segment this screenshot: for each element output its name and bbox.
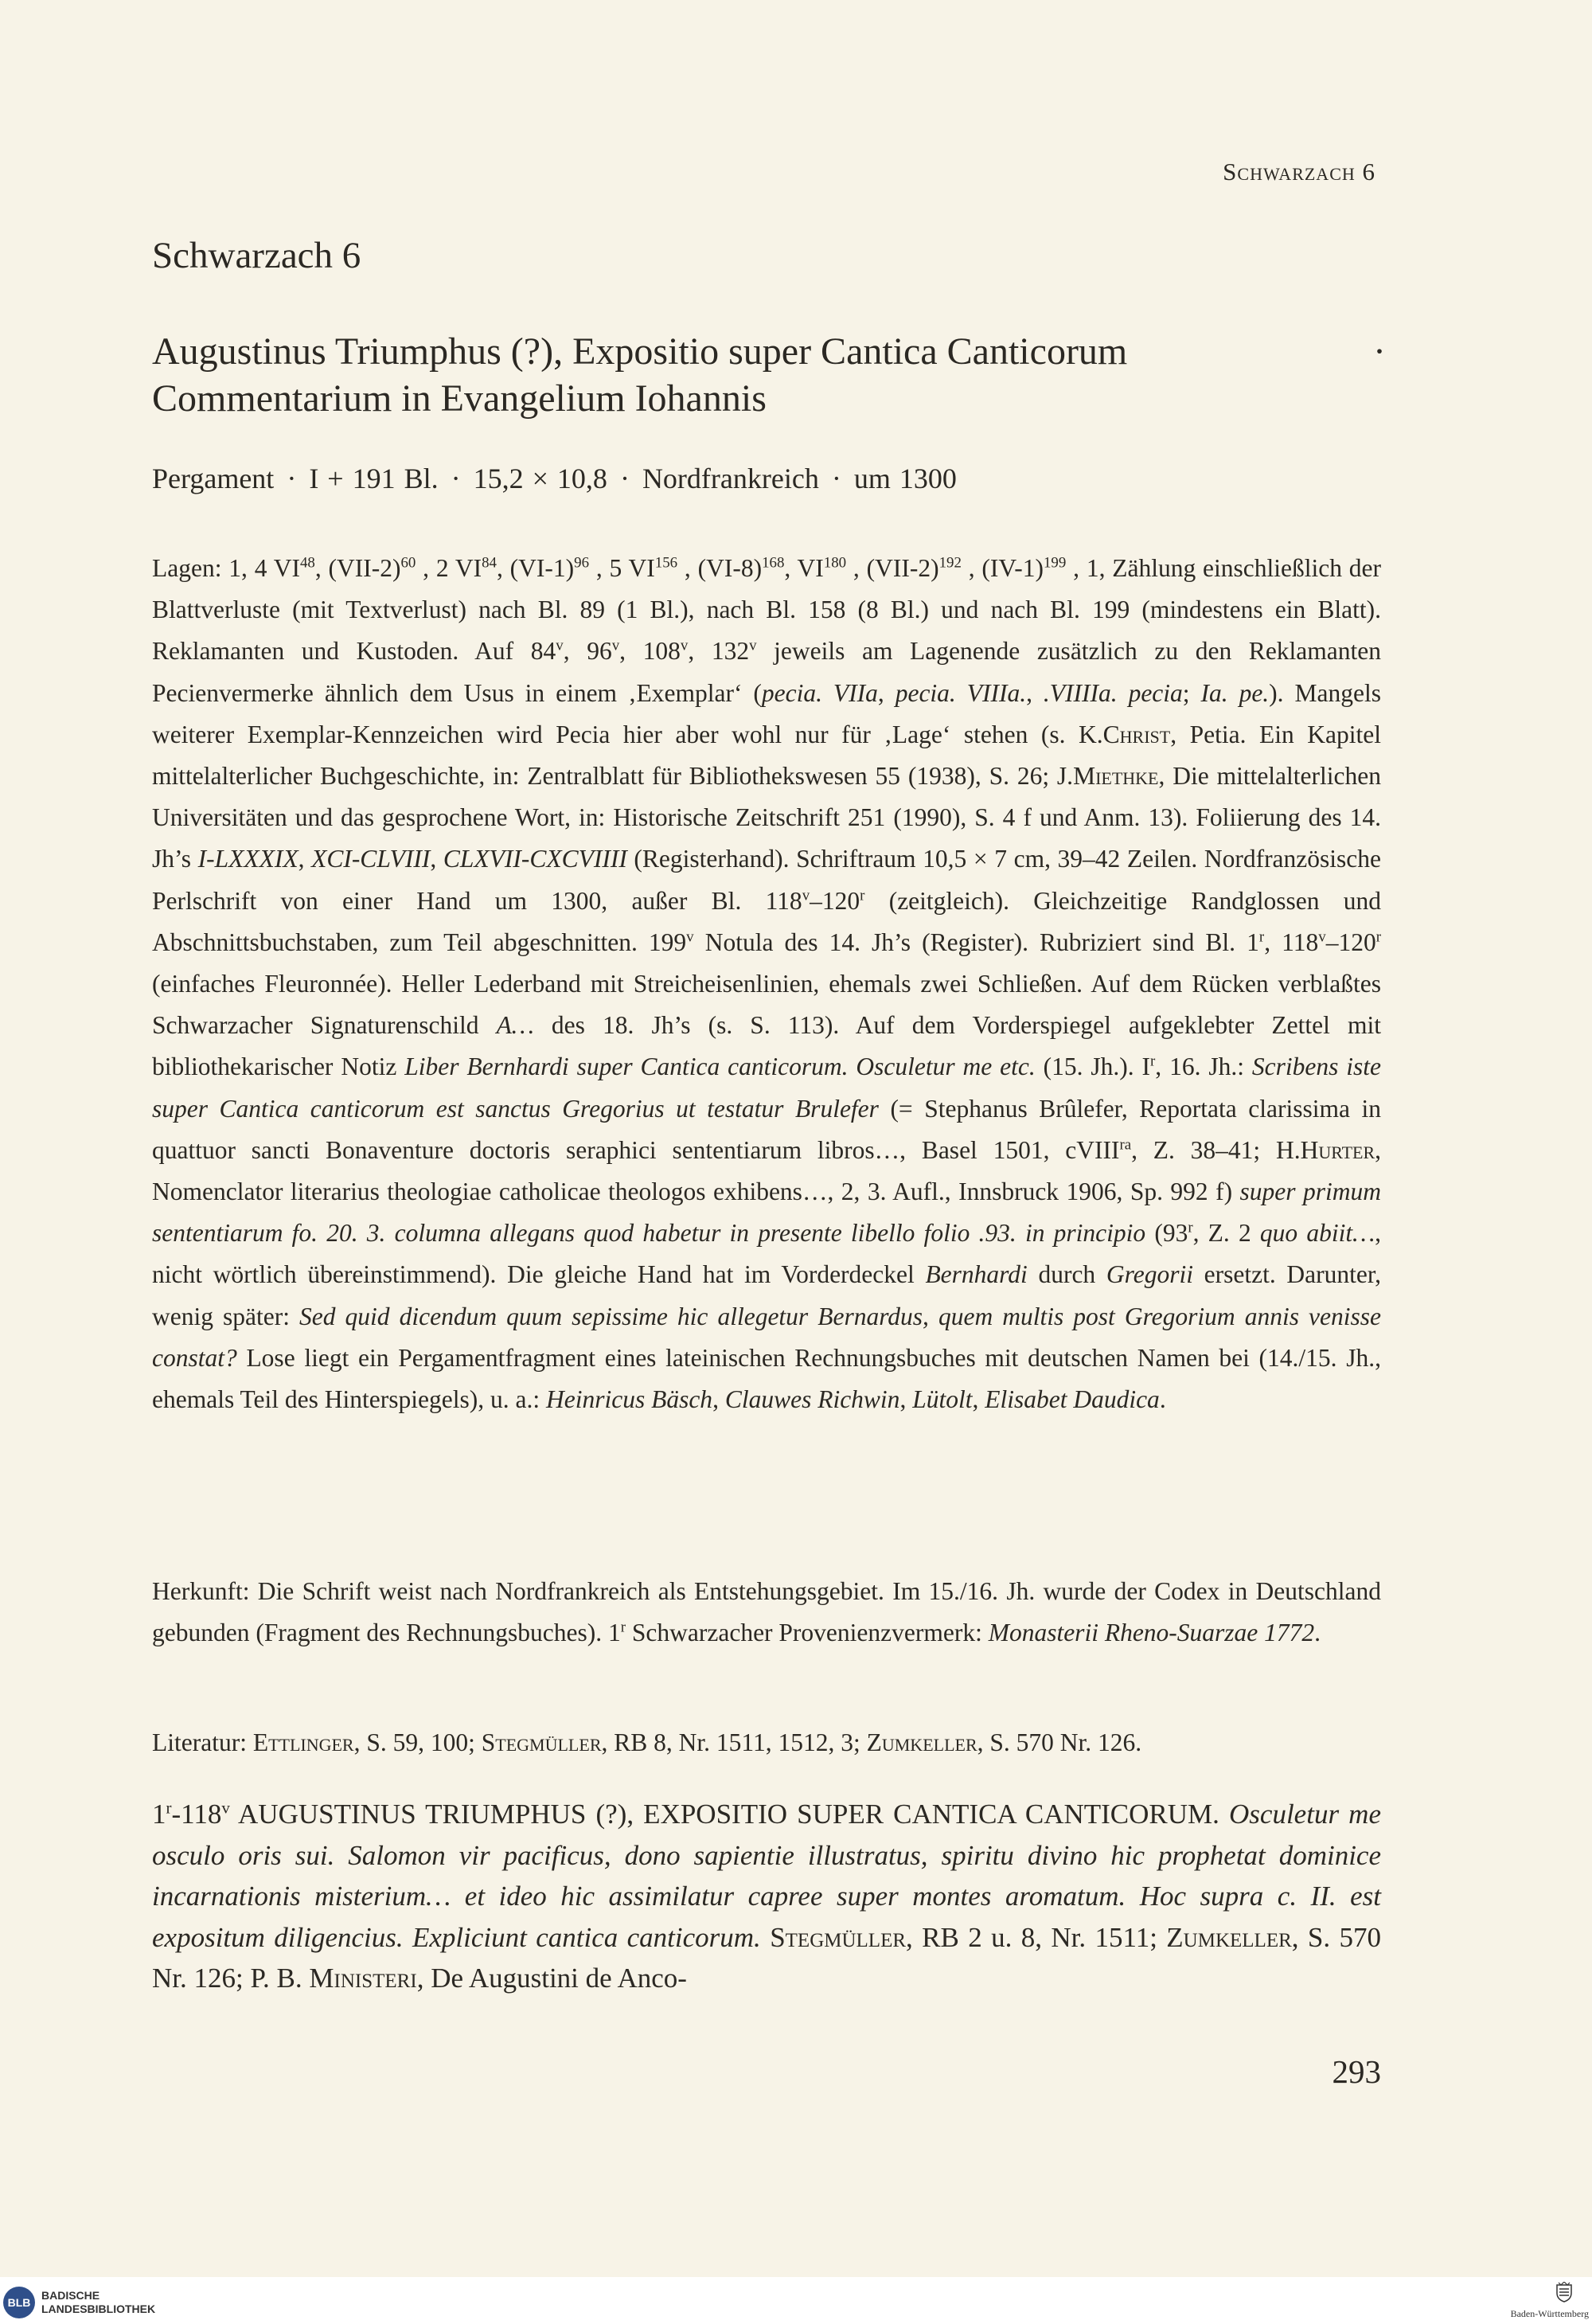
- meta-separator: ·: [451, 463, 461, 494]
- library-name-line2: LANDESBIBLIOTHEK: [41, 2303, 156, 2315]
- coat-of-arms-icon: [1555, 2282, 1573, 2303]
- codex-meta-line: [152, 462, 1394, 495]
- library-name-line1: BADISCHE: [41, 2289, 100, 2302]
- incipit: Osculetur me osculo oris sui. Salomon vir pacificus, dono sapientie illustratus, spiritu divino hic prophetat dominice incarnationis misterium… et ideo hic assimilatur capree super montes aromatum. Hoc supra c. II. est expositum diligencius. Expliciunt cantica canticorum.: [152, 1799, 1381, 1953]
- work-title-dot: ·: [1373, 330, 1386, 373]
- library-name: [41, 2289, 155, 2316]
- section-heading: AUGUSTINUS TRIUMPHUS (?), EXPOSITIO SUPER CANTICA CANTICORUM.: [229, 1799, 1230, 1830]
- work-title: [152, 328, 1386, 422]
- meta-origin: Nordfrankreich: [642, 463, 819, 494]
- meta-material: Pergament: [152, 463, 275, 494]
- meta-size: 15,2 × 10,8: [473, 463, 607, 494]
- page-number: 293: [1332, 2053, 1381, 2090]
- meta-leaves: I + 191 Bl.: [309, 463, 439, 494]
- blb-logo-icon[interactable]: BLB: [3, 2287, 35, 2318]
- running-head: Schwarzach 6: [1223, 158, 1375, 186]
- work-title-line1: Augustinus Triumphus (?), Expositio super Cantica Canticorum: [152, 330, 1128, 373]
- manuscript-title: Schwarzach 6: [152, 235, 361, 276]
- codicology-paragraph: Lagen: 1, 4 VI$^{48}$, $(VII-2)^{60}$ , 2 VI$^{84}$, $(VI-1)^{96}$ , 5 VI$^{156}$ , $(VI-8)^{168}$, VI$^{180}$ , $(VII-2)^{192}$ , $(IV-1)^{199}$ , 1, Zählung einschließlich der Blattverluste (mit Textverlust) nach Bl. 89 (1 Bl.), nach Bl. 158 (8 Bl.) und nach Bl. 199 (mindestens ein Blatt). Reklamanten und Kustoden. Auf 84$^v$, 96$^v$, 108$^v$, 132$^v$ jeweils am Lagenende zusätzlich zu den Reklamanten Pecienvermerke ähnlich dem Usus in einem ‚Exemplar‘ (pecia. VIIa, pecia. VIIIa., .VIIIIa. pecia; Ia. pe.). Mangels weiterer Exemplar-Kennzeichen wird Pecia hier aber wohl nur für ‚Lage‘ stehen (s. K.Christ, Petia. Ein Kapitel mittelalterlicher Buchgeschichte, in: Zentralblatt für Bibliothekswesen 55 (1938), S. 26; J.Miethke, Die mittelalterlichen Universitäten und das gesprochene Wort, in: Historische Zeitschrift 251 (1990), S. 4 f und Anm. 13). Foliierung des 14. Jh’s I-LXXXIX, XCI-CLVIII, CLXVII-CXCVIIII (Registerhand). Schriftraum 10,5 × 7 cm, 39–42 Zeilen. Nordfranzösische Perlschrift von einer Hand um 1300, außer Bl. 118$^v$–120$^r$ (zeitgleich). Gleichzeitige Randglossen und Abschnittsbuchstaben, zum Teil abgeschnitten. 199$^v$ Notula des 14. Jh’s (Register). Rubriziert sind Bl. 1$^r$, 118$^v$–120$^r$ (einfaches Fleuronnée). Heller Lederband mit Streicheisenlinien, ehemals zwei Schließen. Auf dem Rücken verblaßtes Schwarzacher Signaturenschild A… des 18. Jh’s (s. S. 113). Auf dem Vorderspiegel aufgeklebter Zettel mit bibliothekarischer Notiz Liber Bernhardi super Cantica canticorum. Osculetur me etc. (15. Jh.). $I^r$, 16. Jh.: Scribens iste super Cantica canticorum est sanctus Gregorius ut testatur Brulefer (= Stephanus Brûlefer, Reportata clarissima in quattuor sancti Bonaventure doctoris seraphici sententiarum libros…, Basel 1501, cVIII$^{ra}$, Z. 38–41; H.Hurter, Nomenclator literarius theologiae catholicae theologos exhibens…, 2, 3. Aufl., Innsbruck 1906, Sp. 992 f) super primum sententiarum fo. 20. 3. columna allegans quod habetur in presente libello folio .93. in principio (93$^r$, Z. 2 quo abiit…, nicht wörtlich übereinstimmend). Die gleiche Hand hat im Vorderdeckel Bernhardi durch Gregorii ersetzt. Darunter, wenig später: Sed quid dicendum quum sepissime hic allegetur Bernardus, quem multis post Gregorium annis venisse constat? Lose liegt ein Pergamentfragment eines lateinischen Rechnungsbuches mit deutschen Namen bei (14./15. Jh., ehemals Teil des Hinterspiegels), u. a.: Heinricus Bäsch, Clauwes Richwin, Lütolt, Elisabet Daudica.: [152, 554, 1382, 1414]
- footer-bar: [0, 2277, 1592, 2324]
- content-section-1: 1$^r$-118$^v$ AUGUSTINUS TRIUMPHUS (?), EXPOSITIO SUPER CANTICA CANTICORUM. Osculetur me osculo oris sui. Salomon vir pacificus, dono sapientie illustratus, spiritu divino hic prophetat dominice incarnationis misterium… et ideo hic assimilatur capree super montes aromatum. Hoc supra c. II. est expositum diligencius. Expliciunt cantica canticorum. Stegmüller, RB 2 u. 8, Nr. 1511; Zumkeller, S. 570 Nr. 126; P. B. Ministeri, De Augustini de Anco-: [152, 1798, 1382, 1994]
- meta-separator: ·: [619, 463, 630, 494]
- meta-separator: ·: [287, 463, 297, 494]
- meta-date: um 1300: [853, 463, 957, 494]
- meta-separator: ·: [831, 463, 841, 494]
- provenance-paragraph: Herkunft: Die Schrift weist nach Nordfrankreich als Entstehungsgebiet. Im 15./16. Jh. wurde der Codex in Deutschland gebunden (Fragment des Rechnungsbuches). 1$^r$ Schwarzacher Provenienzvermerk: Monasterii Rheno-Suarzae 1772.: [152, 1577, 1381, 1647]
- literature-paragraph: Literatur: Ettlinger, S. 59, 100; Stegmüller, RB 8, Nr. 1511, 1512, 3; Zumkeller, S. 570 Nr. 126.: [152, 1728, 1142, 1756]
- work-title-line2: Commentarium in Evangelium Iohannis: [152, 377, 767, 420]
- state-label: Baden-Württemberg: [1510, 2308, 1589, 2319]
